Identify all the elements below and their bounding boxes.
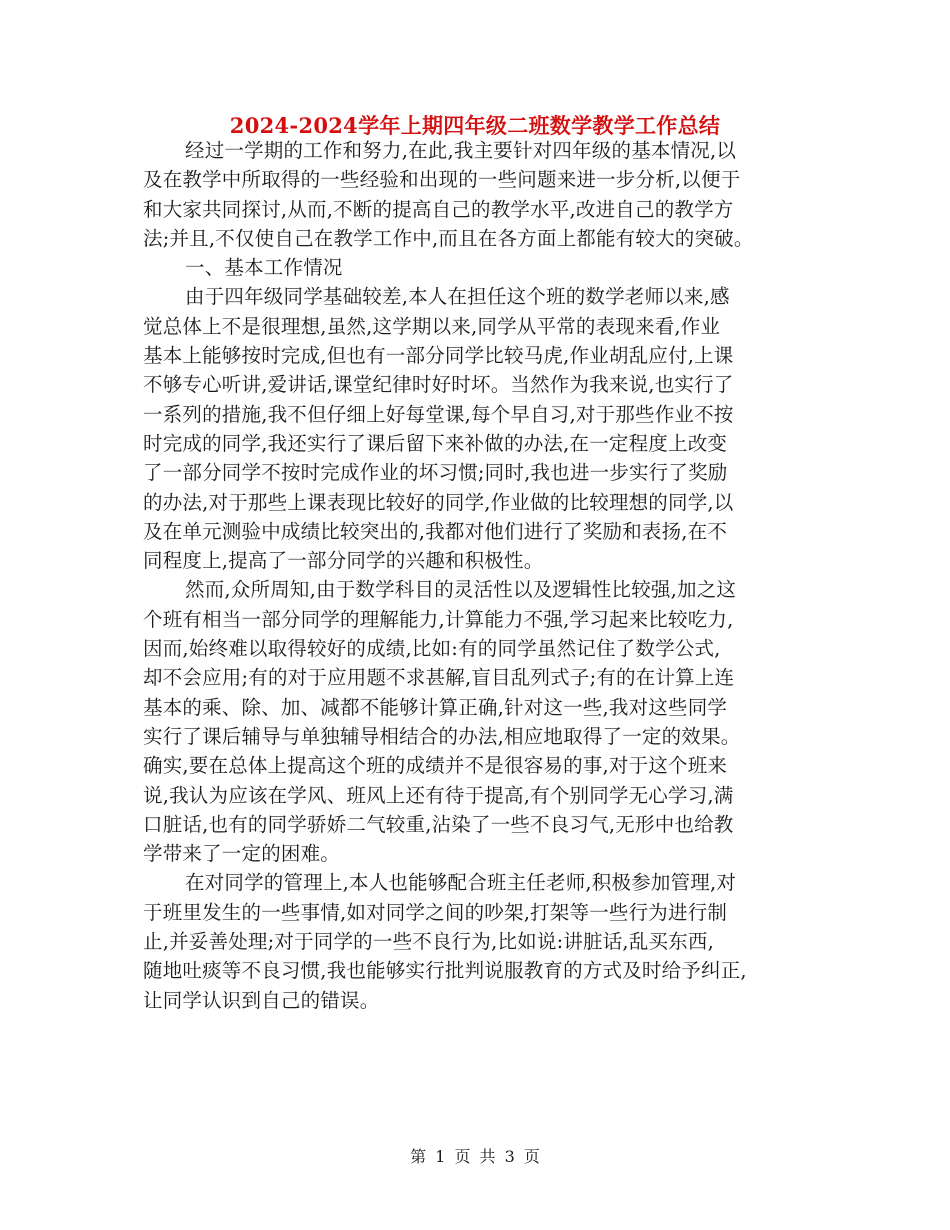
paragraph-line: 一系列的措施,我不但仔细上好每堂课,每个早自习,对于那些作业不按 [143,402,734,426]
paragraph-line: 随地吐痰等不良习惯,我也能够实行批判说服教育的方式及时给予纠正, [143,959,747,983]
paragraph-line: 却不会应用;有的对于应用题不求甚解,盲目乱列式子;有的在计算上连 [143,666,735,690]
paragraph-line: 确实,要在总体上提高这个班的成绩并不是很容易的事,对于这个班来 [143,754,728,778]
paragraph-line: 法;并且,不仅使自己在教学工作中,而且在各方面上都能有较大的突破。 [143,226,754,250]
document-body [143,136,823,1015]
paragraph-line: 同程度上,提高了一部分同学的兴趣和积极性。 [143,549,544,573]
paragraph-line: 个班有相当一部分同学的理解能力,计算能力不强,学习起来比较吃力, [143,607,734,631]
paragraph-line: 时完成的同学,我还实行了课后留下来补做的办法,在一定程度上改变 [143,431,728,455]
document-title: 2024-2024学年上期四年级二班数学教学工作总结 [229,113,721,138]
paragraph-line: 让同学认识到自己的错误。 [143,988,380,1012]
paragraph-line: 基本上能够按时完成,但也有一部分同学比较马虎,作业胡乱应付,上课 [143,344,734,368]
paragraph-line: 基本的乘、除、加、减都不能够计算正确,针对这一些,我对这些同学 [143,695,728,719]
paragraph-line: 说,我认为应该在学风、班风上还有待于提高,有个别同学无心学习,满 [143,783,734,807]
paragraph-line: 觉总体上不是很理想,虽然,这学期以来,同学从平常的表现来看,作业 [143,314,721,338]
paragraph-line: 及在单元测验中成绩比较突出的,我都对他们进行了奖励和表扬,在不 [143,519,728,543]
paragraph-line: 学带来了一定的困难。 [143,842,341,866]
paragraph-line: 止,并妥善处理;对于同学的一些不良行为,比如说:讲脏话,乱买东西, [143,930,715,954]
section-heading: 一、基本工作情况 [185,256,343,280]
paragraph-line: 在对同学的管理上,本人也能够配合班主任老师,积极参加管理,对 [185,871,737,895]
paragraph-line: 口脏话,也有的同学骄娇二气较重,沾染了一些不良习气,无形中也给教 [143,812,734,836]
paragraph-line: 了一部分同学不按时完成作业的坏习惯;同时,我也进一步实行了奖励 [143,461,728,485]
paragraph-line: 然而,众所周知,由于数学科目的灵活性以及逻辑性比较强,加之这 [185,578,737,602]
paragraph-line: 因而,始终难以取得较好的成绩,比如:有的同学虽然记住了数学公式, [143,637,721,661]
paragraph-line: 实行了课后辅导与单独辅导相结合的办法,相应地取得了一定的效果。 [143,724,741,748]
paragraph-line: 经过一学期的工作和努力,在此,我主要针对四年级的基本情况,以 [185,139,737,162]
paragraph-line: 的办法,对于那些上课表现比较好的同学,作业做的比较理想的同学,以 [143,490,734,514]
paragraph-line: 由于四年级同学基础较差,本人在担任这个班的数学老师以来,感 [185,285,730,309]
paragraph-line: 不够专心听讲,爱讲话,课堂纪律时好时坏。当然作为我来说,也实行了 [143,373,734,397]
paragraph-line: 及在教学中所取得的一些经验和出现的一些问题来进一步分析,以便于 [143,168,741,192]
paragraph-line: 于班里发生的一些事情,如对同学之间的吵架,打架等一些行为进行制 [143,900,728,924]
paragraph-line: 和大家共同探讨,从而,不断的提高自己的教学水平,改进自己的教学方 [143,197,734,221]
page-footer: 第 1 页 共 3 页 [410,1147,540,1166]
